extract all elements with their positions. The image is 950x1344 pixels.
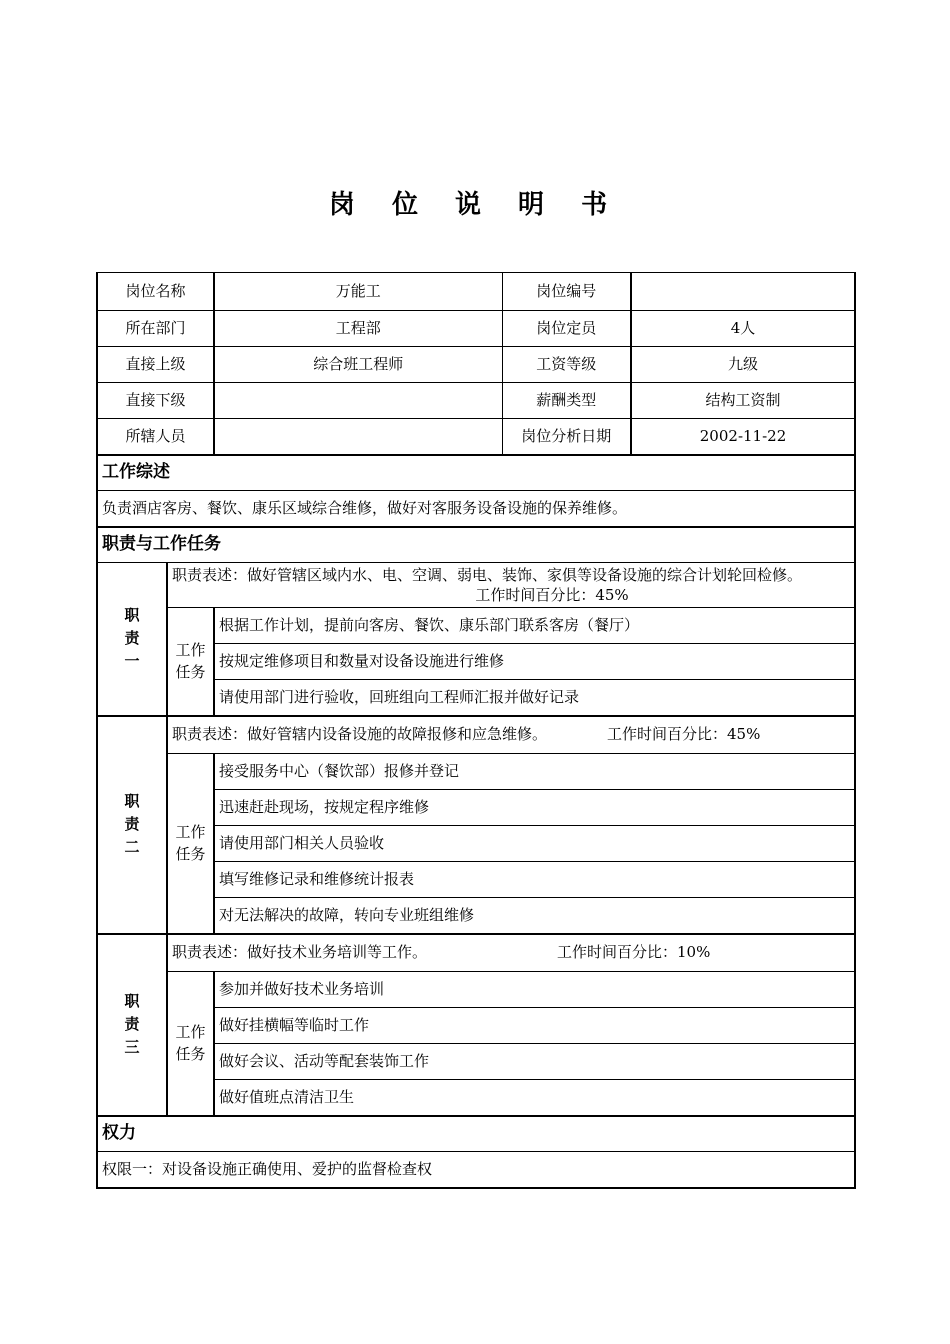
duty-desc: 职责表述：做好管辖区域内水、电、空调、弱电、装饰、家俱等设备设施的综合计划轮回检修。 工作时间百分比：45%	[167, 563, 855, 608]
task-label: 工作 任务	[167, 754, 214, 934]
duties-heading: 职责与工作任务	[97, 527, 855, 563]
task-item: 接受服务中心（餐饮部）报修并登记	[214, 754, 855, 790]
info-value: 万能工	[214, 273, 502, 311]
task-item: 做好值班点清洁卫生	[214, 1080, 855, 1116]
info-label: 岗位分析日期	[502, 419, 631, 455]
info-value: 综合班工程师	[214, 347, 502, 383]
duty-number: 职 责 三	[97, 934, 167, 1116]
info-label: 所在部门	[97, 311, 214, 347]
task-item: 填写维修记录和维修统计报表	[214, 862, 855, 898]
info-label: 岗位定员	[502, 311, 631, 347]
task-item: 根据工作计划，提前向客房、餐饮、康乐部门联系客房（餐厅）	[214, 608, 855, 644]
info-label: 薪酬类型	[502, 383, 631, 419]
info-row	[97, 273, 855, 311]
duty-pct: 工作时间百分比：10%	[557, 943, 711, 962]
duty-desc: 职责表述：做好技术业务培训等工作。 工作时间百分比：10%	[167, 934, 855, 972]
duty-desc-row	[97, 563, 855, 608]
info-label: 工资等级	[502, 347, 631, 383]
page-title: 岗 位 说 明 书	[328, 190, 622, 220]
task-item: 迅速赶赴现场，按规定程序维修	[214, 790, 855, 826]
authority-item: 权限一：对设备设施正确使用、爱护的监督检查权	[97, 1152, 855, 1188]
duty-desc-row	[97, 934, 855, 972]
info-value: 九级	[631, 347, 855, 383]
summary-text: 负责酒店客房、餐饮、康乐区域综合维修，做好对客服务设备设施的保养维修。	[97, 491, 855, 527]
info-label: 岗位编号	[502, 273, 631, 311]
task-item: 做好挂横幅等临时工作	[214, 1008, 855, 1044]
duty-desc-row	[97, 716, 855, 754]
info-value: 2002-11-22	[631, 419, 855, 455]
authority-heading: 权力	[97, 1116, 855, 1152]
duty-number: 职 责 二	[97, 716, 167, 934]
duty-pct: 工作时间百分比：45%	[607, 725, 761, 744]
info-label: 岗位名称	[97, 273, 214, 311]
info-row	[97, 383, 855, 419]
duty-desc: 职责表述：做好管辖内设备设施的故障报修和应急维修。 工作时间百分比：45%	[167, 716, 855, 754]
task-item: 请使用部门进行验收，回班组向工程师汇报并做好记录	[214, 680, 855, 716]
duty-number: 职 责 一	[97, 563, 167, 716]
job-description-table	[96, 272, 856, 1189]
summary-heading: 工作综述	[97, 455, 855, 491]
info-label: 所辖人员	[97, 419, 214, 455]
task-label: 工作 任务	[167, 972, 214, 1116]
duty-pct: 工作时间百分比：45%	[475, 586, 629, 604]
info-label: 直接上级	[97, 347, 214, 383]
info-row	[97, 347, 855, 383]
info-value	[631, 273, 855, 311]
task-item: 参加并做好技术业务培训	[214, 972, 855, 1008]
info-value: 结构工资制	[631, 383, 855, 419]
info-label: 直接下级	[97, 383, 214, 419]
task-item: 做好会议、活动等配套装饰工作	[214, 1044, 855, 1080]
info-row	[97, 419, 855, 455]
info-value: 工程部	[214, 311, 502, 347]
info-row	[97, 311, 855, 347]
task-item: 对无法解决的故障，转向专业班组维修	[214, 898, 855, 934]
task-label: 工作 任务	[167, 608, 214, 716]
info-value: 4人	[631, 311, 855, 347]
task-item: 按规定维修项目和数量对设备设施进行维修	[214, 644, 855, 680]
info-value	[214, 383, 502, 419]
info-value	[214, 419, 502, 455]
task-item: 请使用部门相关人员验收	[214, 826, 855, 862]
